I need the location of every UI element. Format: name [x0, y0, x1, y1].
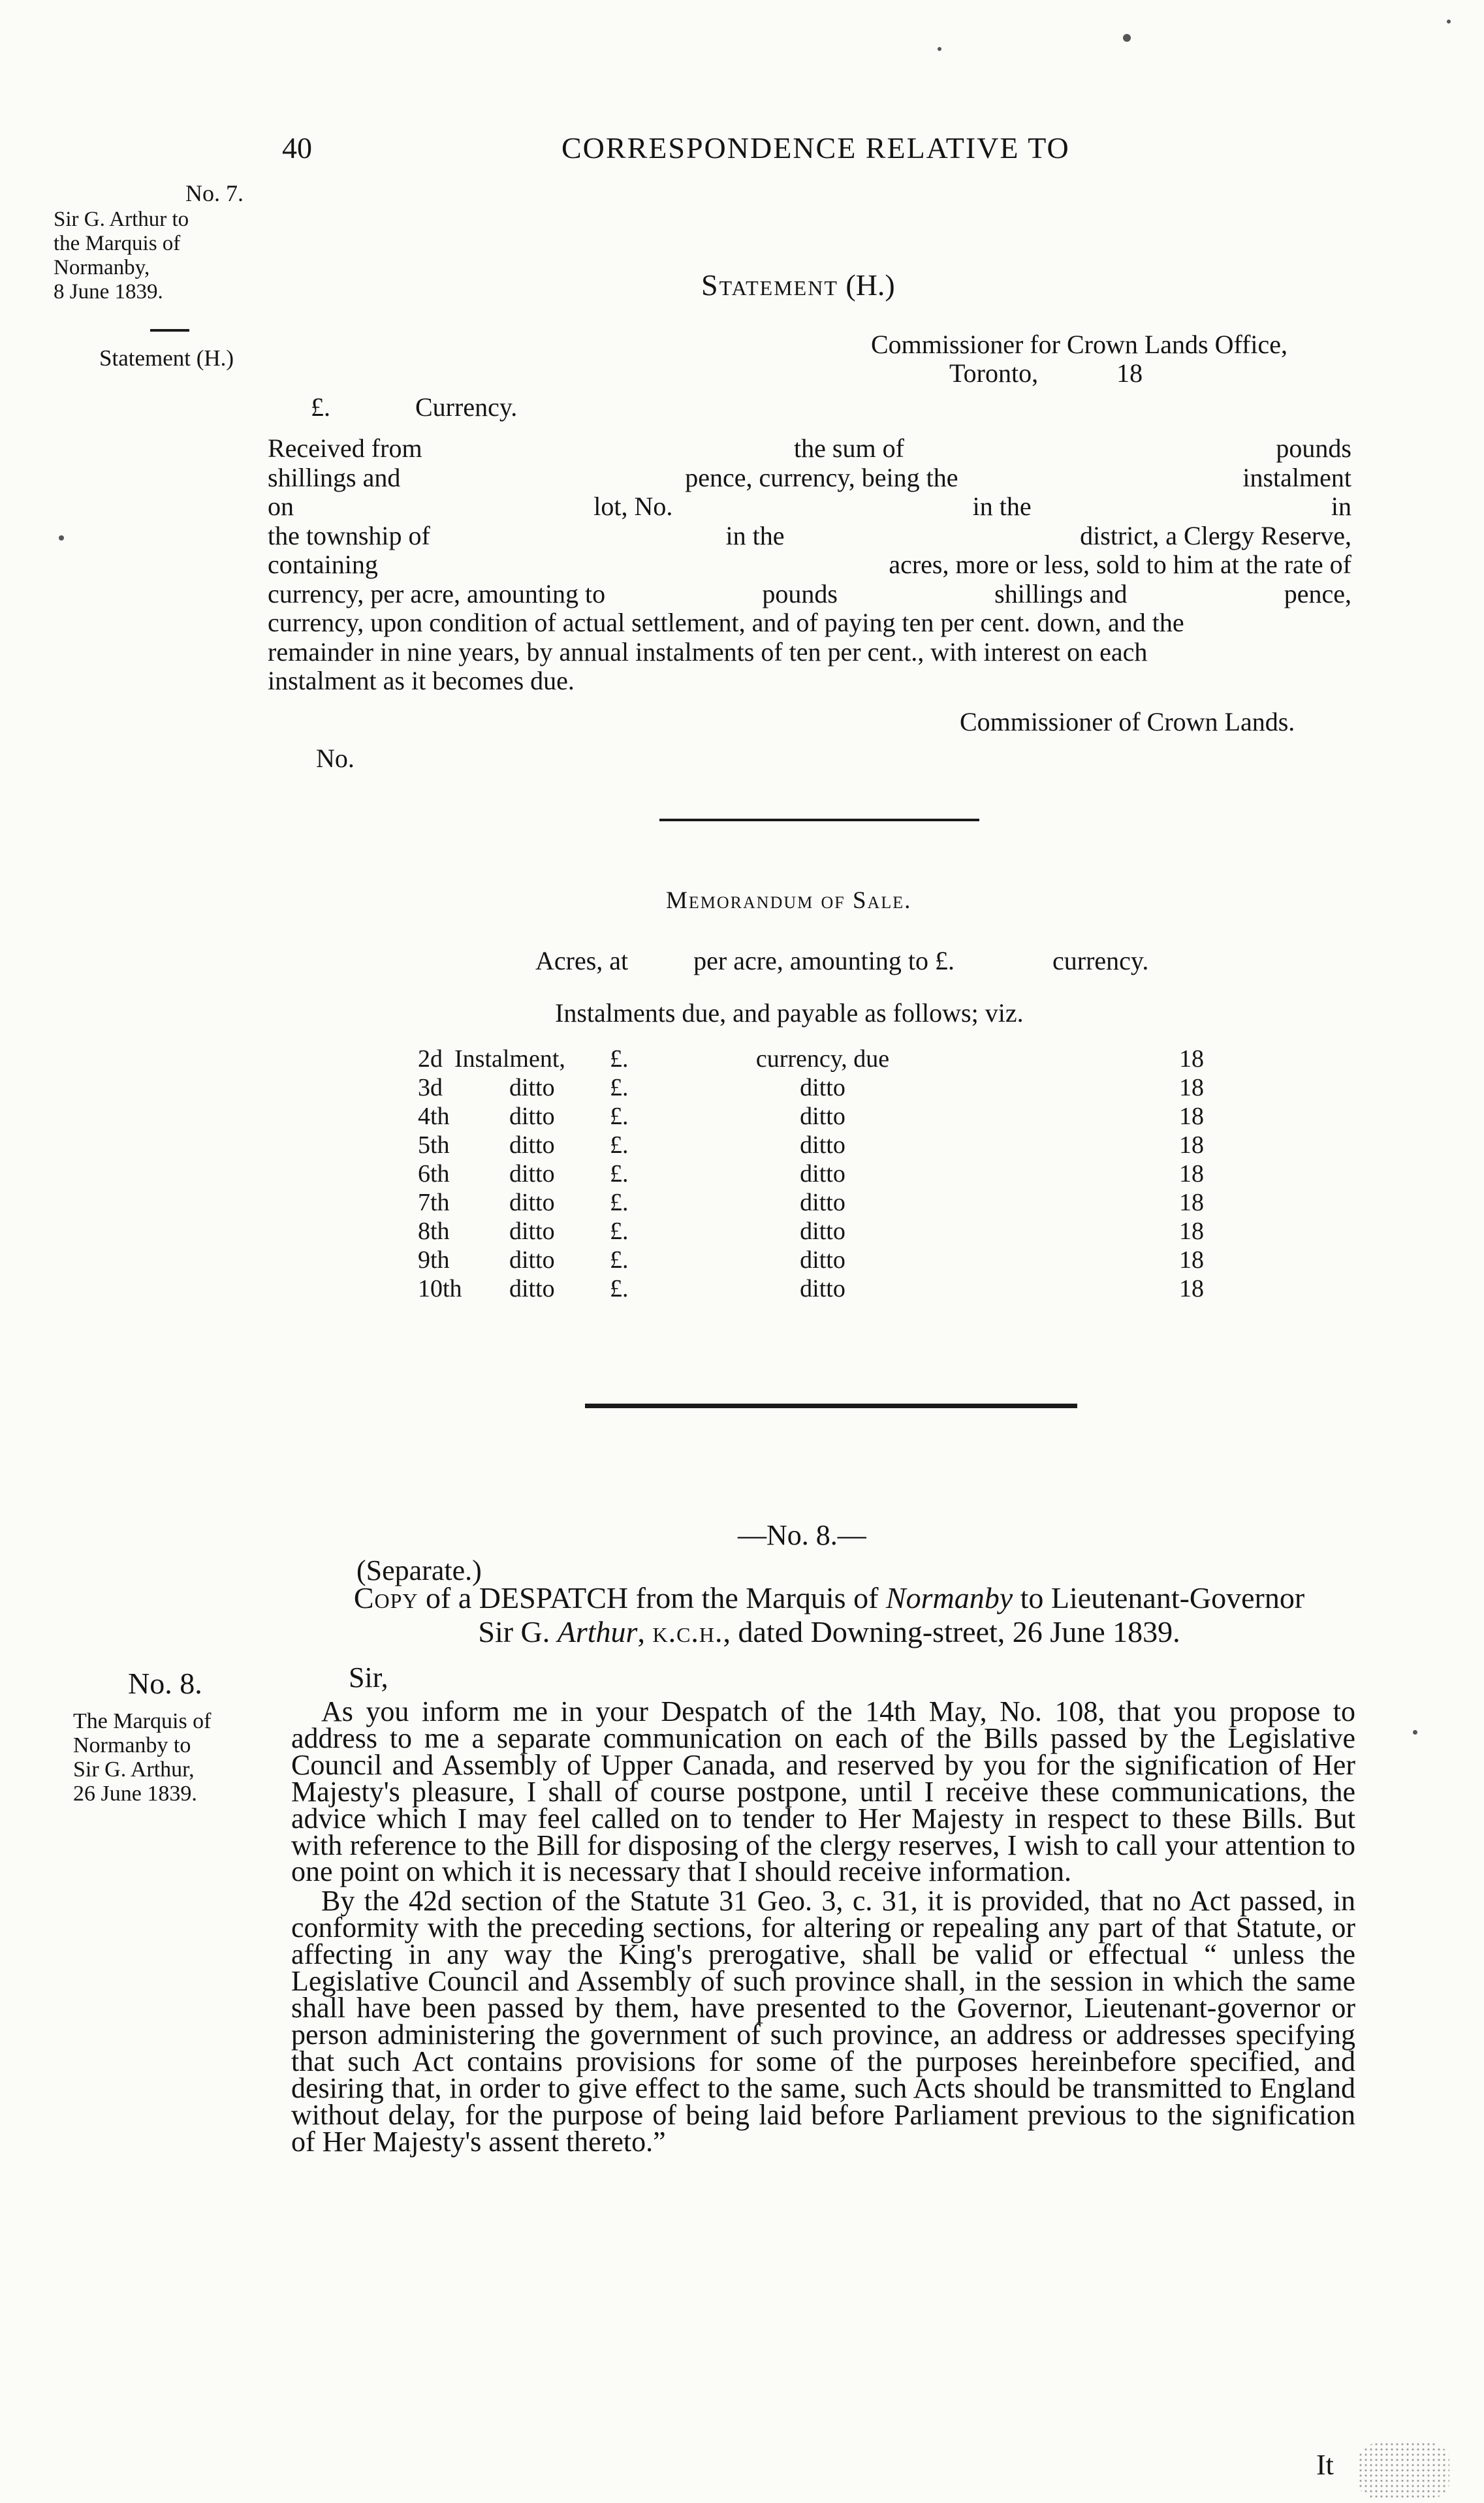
- instalment-year: 18: [1179, 1189, 1204, 1216]
- statement-title-label: Statement: [701, 268, 838, 302]
- instalment-terms: ditto: [800, 1189, 845, 1216]
- scan-noise: [1358, 2442, 1449, 2500]
- instalment-word: ditto: [509, 1218, 555, 1245]
- receipt-fragment: pounds: [762, 578, 838, 608]
- instalment-word: ditto: [509, 1275, 555, 1302]
- receipt-line-last: instalment as it becomes due.: [268, 666, 575, 695]
- title-kch: k.c.h.: [652, 1615, 723, 1648]
- instalment-pound: £.: [610, 1189, 629, 1216]
- instalment-pound: £.: [610, 1131, 629, 1159]
- title-copy: Copy: [353, 1581, 418, 1614]
- title-normanby: Normanby: [885, 1581, 1013, 1614]
- instalment-year: 18: [1179, 1218, 1204, 1245]
- title-arthur: Arthur: [557, 1615, 638, 1648]
- receipt-fragment: Received from: [268, 433, 422, 463]
- instalment-year: 18: [1179, 1131, 1204, 1159]
- title-part-4: ,: [637, 1615, 653, 1648]
- instalment-year: 18: [1179, 1103, 1204, 1130]
- margin-note-statement-h: Statement (H.): [99, 345, 234, 371]
- receipt-fragment: pence,: [1284, 578, 1351, 608]
- margin-note-no7-text: Sir G. Arthur to the Marquis of Normanby, 8 June 1839.: [54, 208, 189, 304]
- instalment-year: 18: [1179, 1246, 1204, 1274]
- receipt-fragment: containing: [268, 550, 378, 579]
- receipt-fragment: lot, No.: [593, 492, 673, 521]
- currency-line: [311, 392, 517, 422]
- currency-label: Currency.: [415, 392, 518, 422]
- page-number: 40: [282, 131, 312, 165]
- instalment-ordinal: 7th: [418, 1189, 450, 1216]
- receipt-fragment: in: [1331, 492, 1351, 521]
- instalment-year: 18: [1179, 1275, 1204, 1302]
- instalment-ordinal: 3d: [418, 1074, 443, 1101]
- statement-title: [701, 268, 895, 302]
- memorandum-acres-line: Acres, at per acre, amounting to £. currency.: [535, 946, 1149, 975]
- receipt-form: [268, 434, 1351, 696]
- title-part-3: Sir G.: [478, 1615, 558, 1648]
- instalment-year: 18: [1179, 1074, 1204, 1101]
- instalment-row: [418, 1131, 1267, 1159]
- instalment-terms: ditto: [800, 1275, 845, 1302]
- instalment-word: Instalment,: [454, 1045, 565, 1073]
- receipt-fragment: acres, more or less, sold to him at the rate of: [889, 550, 1351, 579]
- scan-speck: [1413, 1730, 1417, 1735]
- receipt-line: [268, 434, 1351, 464]
- instalment-year: 18: [1179, 1045, 1204, 1073]
- title-part-1: of a DESPATCH from the Marquis of: [418, 1581, 886, 1614]
- instalment-pound: £.: [610, 1275, 629, 1302]
- instalment-ordinal: 4th: [418, 1103, 450, 1130]
- instalment-row: [418, 1188, 1267, 1217]
- instalment-row: [418, 1217, 1267, 1246]
- instalment-terms: ditto: [800, 1103, 845, 1130]
- receipt-line: [268, 464, 1351, 493]
- instalment-terms: currency, due: [755, 1045, 890, 1073]
- margin-note-no7-number: No. 7.: [185, 180, 244, 206]
- instalment-pound: £.: [610, 1218, 629, 1245]
- receipt-fragment: remainder in nine years, by annual instalments of ten per cent., with interest on each: [268, 637, 1148, 667]
- catchword: It: [1316, 2449, 1334, 2481]
- instalment-ordinal: 8th: [418, 1218, 450, 1245]
- receipt-line: [268, 580, 1351, 609]
- instalment-word: ditto: [509, 1189, 555, 1216]
- body-paragraph-2: By the 42d section of the Statute 31 Geo. 3, c. 31, it is provided, that no Act passed, in conformity with the preceding sections, for altering or repealing any part of that Statute, or affecting in any way the King's prerogative, shall be valid or effectual “ unless the Legislative Council and Assembly of such province shall, in the session in which the same shall have been passed by them, have presented to the Governor, Lieutenant-governor or person administering the government of such province, an address or addresses specifying that such Act contains provisions for some of the purposes hereinbefore specified, and desiring that, in order to give effect to the same, such Acts should be transmitted to England without delay, for the purpose of being laid before Parliament previous to the signification of Her Majesty's assent thereto.”: [291, 1885, 1355, 2158]
- receipt-fragment: in the: [972, 492, 1032, 521]
- instalment-ordinal: 5th: [418, 1131, 450, 1159]
- section-divider-thick: [585, 1404, 1077, 1408]
- instalment-pound: £.: [610, 1074, 629, 1101]
- currency-symbol: £.: [311, 392, 330, 422]
- receipt-fragment: in the: [725, 520, 785, 550]
- scan-speck: [1123, 34, 1131, 42]
- instalment-pound: £.: [610, 1246, 629, 1274]
- instalment-word: ditto: [509, 1246, 555, 1274]
- scan-speck: [1447, 20, 1451, 24]
- instalment-ordinal: 6th: [418, 1160, 450, 1188]
- instalment-word: ditto: [509, 1074, 555, 1101]
- receipt-fragment: shillings and: [268, 462, 401, 492]
- instalment-word: ditto: [509, 1103, 555, 1130]
- salutation: Sir,: [349, 1661, 388, 1693]
- instalment-row: [418, 1159, 1267, 1188]
- despatch-body: [291, 1695, 1355, 2158]
- margin-note-rule: [150, 329, 189, 332]
- margin-note-no8-text: The Marquis of Normanby to Sir G. Arthur, 26 June 1839.: [73, 1709, 212, 1806]
- statement-title-letter: (H.): [845, 268, 895, 302]
- instalment-pound: £.: [610, 1045, 629, 1073]
- instalment-ordinal: 9th: [418, 1246, 450, 1274]
- receipt-line: [268, 550, 1351, 580]
- receipt-fragment: currency, upon condition of actual settlement, and of paying ten per cent. down, and the: [268, 608, 1184, 637]
- receipt-fragment: the sum of: [794, 433, 904, 463]
- instalments-table: [418, 1045, 1267, 1303]
- office-block: [871, 330, 1287, 388]
- instalment-terms: ditto: [800, 1160, 845, 1188]
- instalment-pound: £.: [610, 1103, 629, 1130]
- instalment-row: [418, 1073, 1267, 1102]
- commissioner-signature: Commissioner of Crown Lands.: [960, 707, 1295, 736]
- receipt-fragment: instalment: [1242, 462, 1351, 492]
- section-divider-short: [659, 819, 979, 821]
- receipt-fragment: the township of: [268, 520, 430, 550]
- instalment-ordinal: 2d: [418, 1045, 443, 1073]
- office-line-1: Commissioner for Crown Lands Office,: [871, 330, 1288, 359]
- instalment-terms: ditto: [800, 1131, 845, 1159]
- title-part-2: to Lieutenant-Governor: [1013, 1581, 1305, 1614]
- receipt-fragment: currency, per acre, amounting to: [268, 578, 606, 608]
- instalment-terms: ditto: [800, 1218, 845, 1245]
- receipt-number: No.: [316, 744, 355, 773]
- receipt-fragment: pounds: [1276, 433, 1351, 463]
- instalment-word: ditto: [509, 1160, 555, 1188]
- receipt-fragment: district, a Clergy Reserve,: [1080, 520, 1351, 550]
- receipt-fragment: pence, currency, being the: [685, 462, 958, 492]
- instalment-row: [418, 1045, 1267, 1073]
- instalment-word: ditto: [509, 1131, 555, 1159]
- margin-note-no8-number: No. 8.: [128, 1667, 202, 1700]
- instalment-row: [418, 1274, 1267, 1303]
- body-paragraph-1: As you inform me in your Despatch of the 14th May, No. 108, that you propose to address to me a separate communication on each of the Bills passed by the Legislative Council and Assembly of Upper Canada, and reserved by you for the signification of Her Majesty's pleasure, I shall of course postpone, until I receive these communications, the advice which I may feel called on to tender to Her Majesty in respect to these Bills. But with reference to the Bill for disposing of the clergy reserves, I wish to call your attention to one point on which it is necessary that I should receive information.: [291, 1695, 1355, 1888]
- instalment-row: [418, 1246, 1267, 1274]
- instalment-row: [418, 1102, 1267, 1131]
- instalment-year: 18: [1179, 1160, 1204, 1188]
- instalment-terms: ditto: [800, 1246, 845, 1274]
- instalment-terms: ditto: [800, 1074, 845, 1101]
- despatch-title: [287, 1581, 1371, 1649]
- despatch-separate-label: (Separate.): [356, 1554, 482, 1586]
- receipt-line: [268, 492, 1351, 522]
- memorandum-title: Memorandum of Sale.: [666, 887, 912, 914]
- instalment-ordinal: 10th: [418, 1275, 462, 1302]
- title-part-5: , dated Downing-street, 26 June 1839.: [723, 1615, 1180, 1648]
- office-line-2: Toronto, 18: [949, 358, 1143, 388]
- despatch-number-heading: —No. 8.—: [738, 1519, 866, 1551]
- receipt-fragment: shillings and: [994, 578, 1128, 608]
- scan-speck: [938, 47, 941, 51]
- running-title: CORRESPONDENCE RELATIVE TO: [561, 131, 1070, 165]
- memorandum-instalments-intro: Instalments due, and payable as follows; viz.: [555, 998, 1024, 1028]
- instalment-pound: £.: [610, 1160, 629, 1188]
- receipt-line: [268, 608, 1351, 638]
- receipt-line: [268, 522, 1351, 551]
- receipt-line: [268, 638, 1351, 667]
- receipt-fragment: on: [268, 492, 294, 521]
- scan-speck: [59, 535, 64, 541]
